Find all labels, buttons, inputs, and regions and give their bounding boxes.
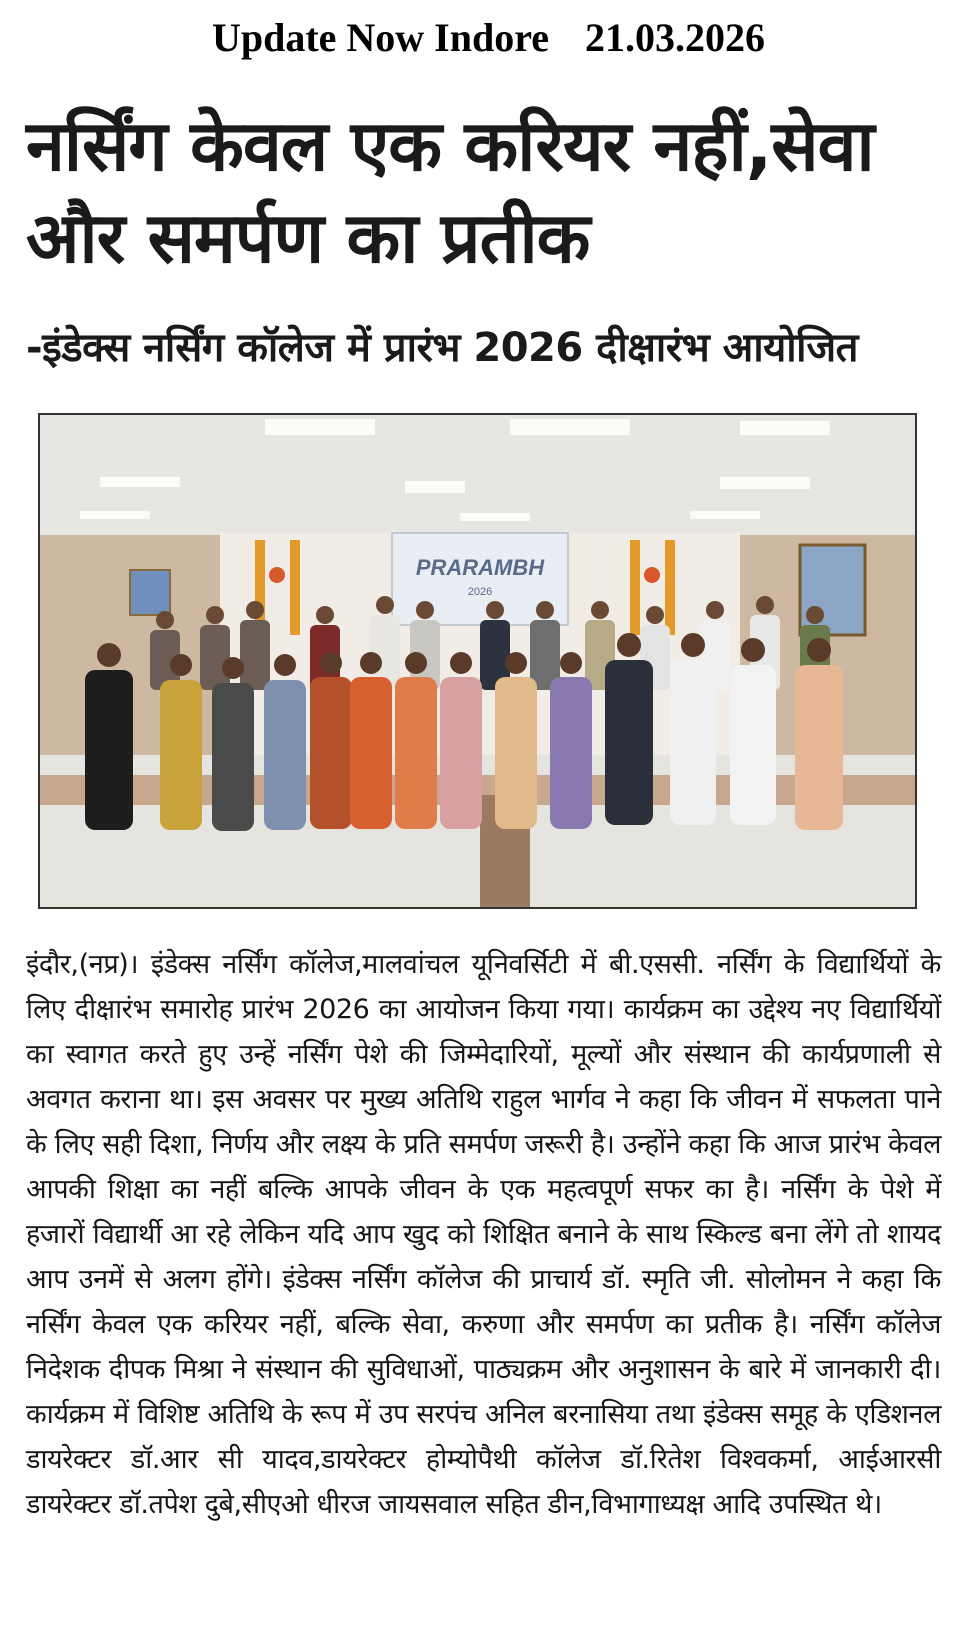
event-group-photo bbox=[38, 413, 917, 909]
masthead bbox=[0, 8, 977, 68]
subheadline: -इंडेक्स नर्सिंग कॉलेज में प्रारंभ 2026 दीक्षारंभ आयोजित bbox=[26, 325, 858, 371]
banner-text: PRARAMBH bbox=[415, 555, 545, 580]
banner-year: 2026 bbox=[467, 586, 493, 598]
publication-name: Update Now Indore bbox=[211, 15, 550, 60]
article-body: इंदौर,(नप्र)। इंडेक्स नर्सिंग कॉलेज,मालवांचल यूनिवर्सिटी में बी.एससी. नर्सिंग के विद्यार्थियों के लिए दीक्षारंभ समारोह प्रारंभ 2026 का आयोजन किया गया। कार्यक्रम का उद्देश्य नए विद्यार्थियों का स्वागत करते हुए उन्हें नर्सिंग पेशे की जिम्मेदारियों, मूल्यों और संस्थान की कार्यप्रणाली से अवगत कराना था। इस अवसर पर मुख्य अतिथि राहुल भार्गव ने कहा कि जीवन में सफलता पाने के लिए सही दिशा, निर्णय और लक्ष्य के प्रति समर्पण जरूरी है। उन्होंने कहा कि आज प्रारंभ केवल आपकी शिक्षा का नहीं बल्कि आपके जीवन के एक महत्वपूर्ण सफर का है। नर्सिंग के पेशे में हजारों विद्यार्थी आ रहे लेकिन यदि आप खुद को शिक्षित बनाने के साथ स्किल्ड बना लेंगे तो शायद आप उनमें से अलग होंगे। इंडेक्स नर्सिंग कॉलेज की प्राचार्य डॉ. स्मृति जी. सोलोमन ने कहा कि नर्सिंग केवल एक करियर नहीं, बल्कि सेवा, करुणा और समर्पण का प्रतीक है। नर्सिंग कॉलेज निदेशक दीपक मिश्रा ने संस्थान की सुविधाओं, पाठ्यक्रम और अनुशासन के बारे में जानकारी दी। कार्यक्रम में विशिष्ट अतिथि के रूप में उप सरपंच अनिल बरनासिया तथा इंडेक्स समूह के एडिशनल डायरेक्टर डॉ.आर सी यादव,डायरेक्टर होम्योपैथी कॉलेज डॉ.रितेश विश्वकर्मा, आईआरसी डायरेक्टर डॉ.तपेश दुबे,सीएओ धीरज जायसवाल सहित डीन,विभागाध्यक्ष आदि उपस्थित थे। bbox=[26, 949, 941, 1520]
headline: नर्सिंग केवल एक करियर नहीं,सेवा और समर्पण का प्रतीक bbox=[26, 105, 874, 279]
publication-date: 21.03.2026 bbox=[585, 15, 766, 60]
